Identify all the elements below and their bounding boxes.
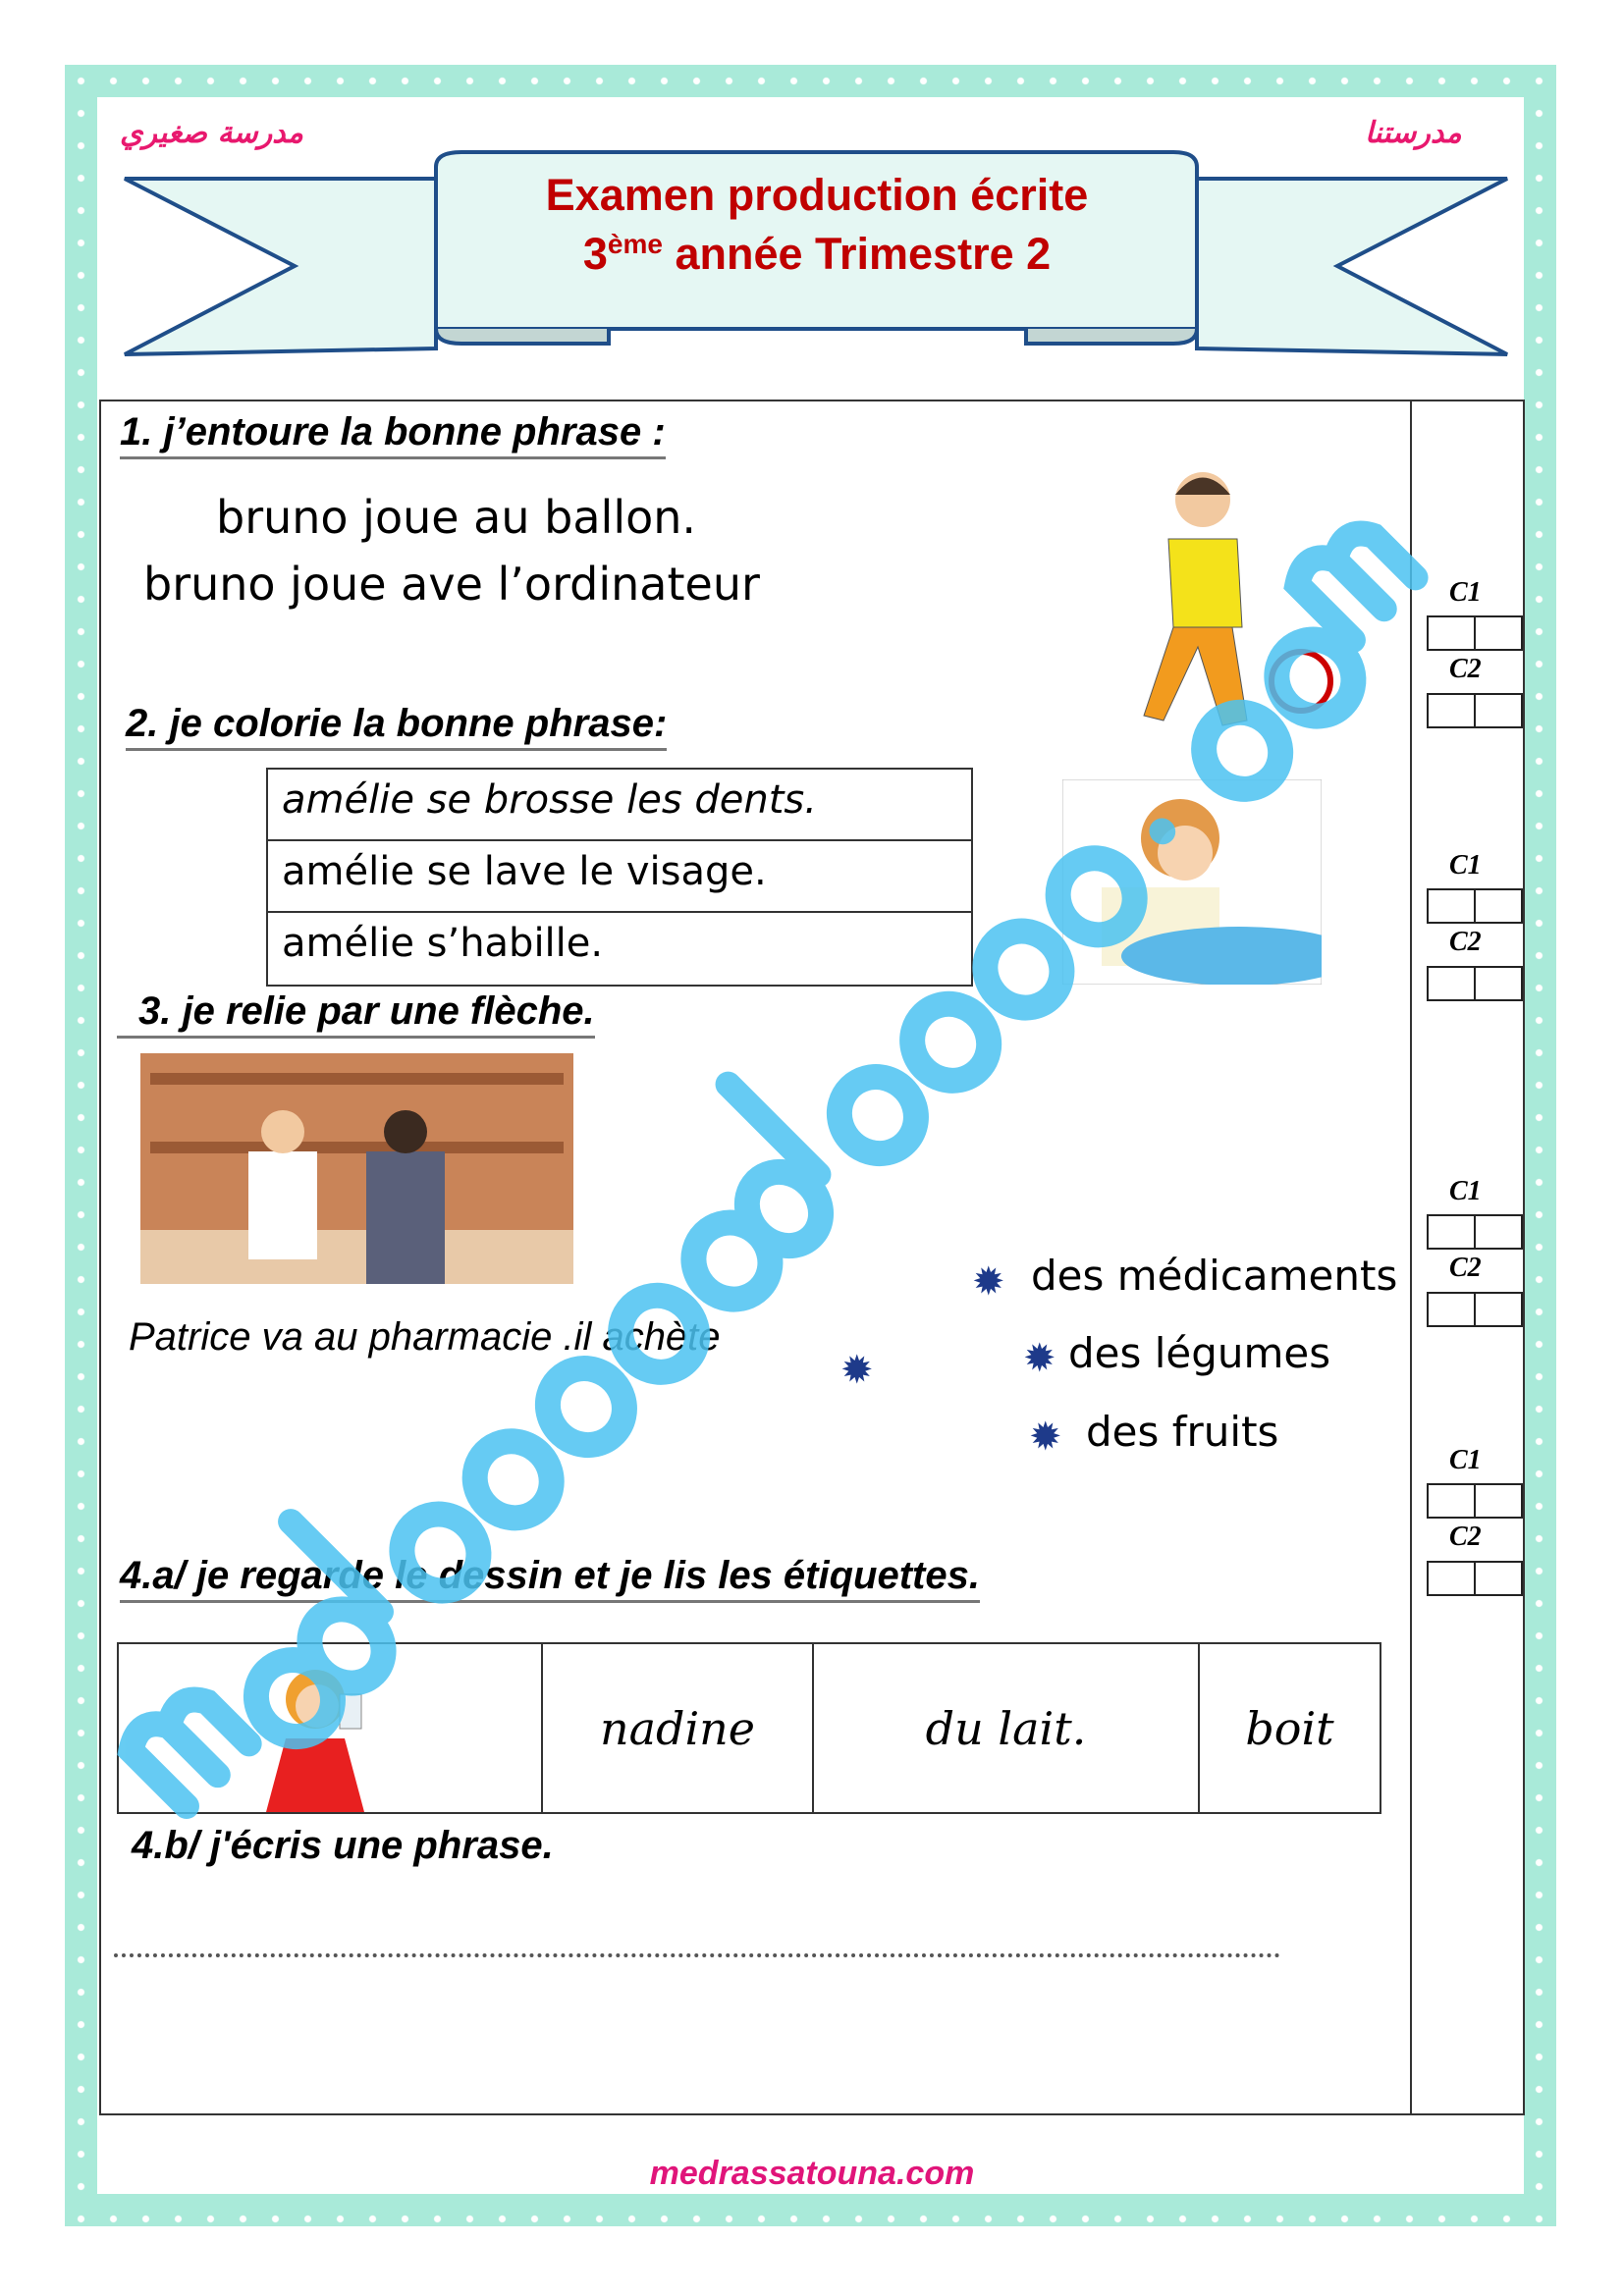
pharmacy-image <box>140 1053 573 1284</box>
label-nadine: nadine <box>543 1644 814 1812</box>
q2-heading: 2. je colorie la bonne phrase: <box>126 702 667 751</box>
school-name-right: مدرستنا <box>1365 116 1462 150</box>
star-bullet-icon[interactable]: ✹ <box>1029 1415 1062 1459</box>
c2-label: C2 <box>1449 1253 1482 1283</box>
footer-website: medrassatouna.com <box>649 2155 975 2192</box>
q4a-labels-table <box>117 1642 1381 1814</box>
c2-label: C2 <box>1449 654 1482 684</box>
c1-label: C1 <box>1449 850 1482 881</box>
c1-score-box[interactable] <box>1427 615 1523 651</box>
q4b-heading: 4.b/ j'écris une phrase. <box>132 1824 554 1867</box>
q1-sentence-2[interactable]: bruno joue ave l’ordinateur <box>143 558 760 611</box>
star-bullet-icon[interactable]: ✹ <box>972 1260 1005 1304</box>
grade: 3 <box>582 229 608 279</box>
c2-score-box[interactable] <box>1427 966 1523 1001</box>
term: année Trimestre 2 <box>662 229 1052 279</box>
answer-line[interactable] <box>114 1953 1280 1957</box>
q3-option-medicaments: des médicaments <box>1031 1252 1398 1300</box>
c1-label: C1 <box>1449 1176 1482 1206</box>
q2-options-table <box>266 768 973 987</box>
c1-score-box[interactable] <box>1427 1214 1523 1250</box>
c1-score-box[interactable] <box>1427 888 1523 924</box>
c2-label: C2 <box>1449 1522 1482 1552</box>
girl-washing-face-image <box>1062 779 1322 985</box>
q1-sentence-1[interactable]: bruno joue au ballon. <box>216 491 697 544</box>
c1-score-box[interactable] <box>1427 1483 1523 1519</box>
label-boit: boit <box>1245 1701 1334 1755</box>
q1-heading: 1. j’entoure la bonne phrase : <box>120 410 666 459</box>
q3-option-legumes: des légumes <box>1068 1329 1331 1377</box>
q3-option-fruits: des fruits <box>1086 1408 1279 1456</box>
c1-label: C1 <box>1449 1445 1482 1475</box>
star-bullet-icon[interactable]: ✹ <box>840 1349 874 1392</box>
q3-heading: 3. je relie par une flèche. <box>117 989 595 1039</box>
exam-title: Examen production écrite <box>545 170 1089 220</box>
exam-subtitle <box>436 229 1198 280</box>
girl-drinking-milk-cell <box>119 1644 543 1812</box>
star-bullet-icon[interactable]: ✹ <box>1023 1337 1056 1380</box>
c2-score-box[interactable] <box>1427 1561 1523 1596</box>
school-name-left: مدرسة صغيري <box>120 116 304 150</box>
q4a-heading: 4.a/ je regarde le dessin et je lis les étiquettes. <box>120 1554 980 1603</box>
girl-drinking-milk-image <box>207 1645 453 1812</box>
q2-option-2[interactable]: amélie se lave le visage. <box>268 841 971 913</box>
c1-label: C1 <box>1449 577 1482 608</box>
q3-sentence: Patrice va au pharmacie .il achète <box>129 1315 721 1359</box>
c2-score-box[interactable] <box>1427 1292 1523 1327</box>
boy-playing-ball-image <box>1075 460 1370 755</box>
c2-score-box[interactable] <box>1427 693 1523 728</box>
grading-column-divider <box>1410 400 1412 2115</box>
label-du-lait: du lait. <box>814 1644 1200 1812</box>
c2-label: C2 <box>1449 927 1482 957</box>
q2-option-1[interactable]: amélie se brosse les dents. <box>268 770 971 841</box>
q2-option-3[interactable]: amélie s’habille. <box>282 921 604 966</box>
grade-suffix: ème <box>607 229 663 259</box>
